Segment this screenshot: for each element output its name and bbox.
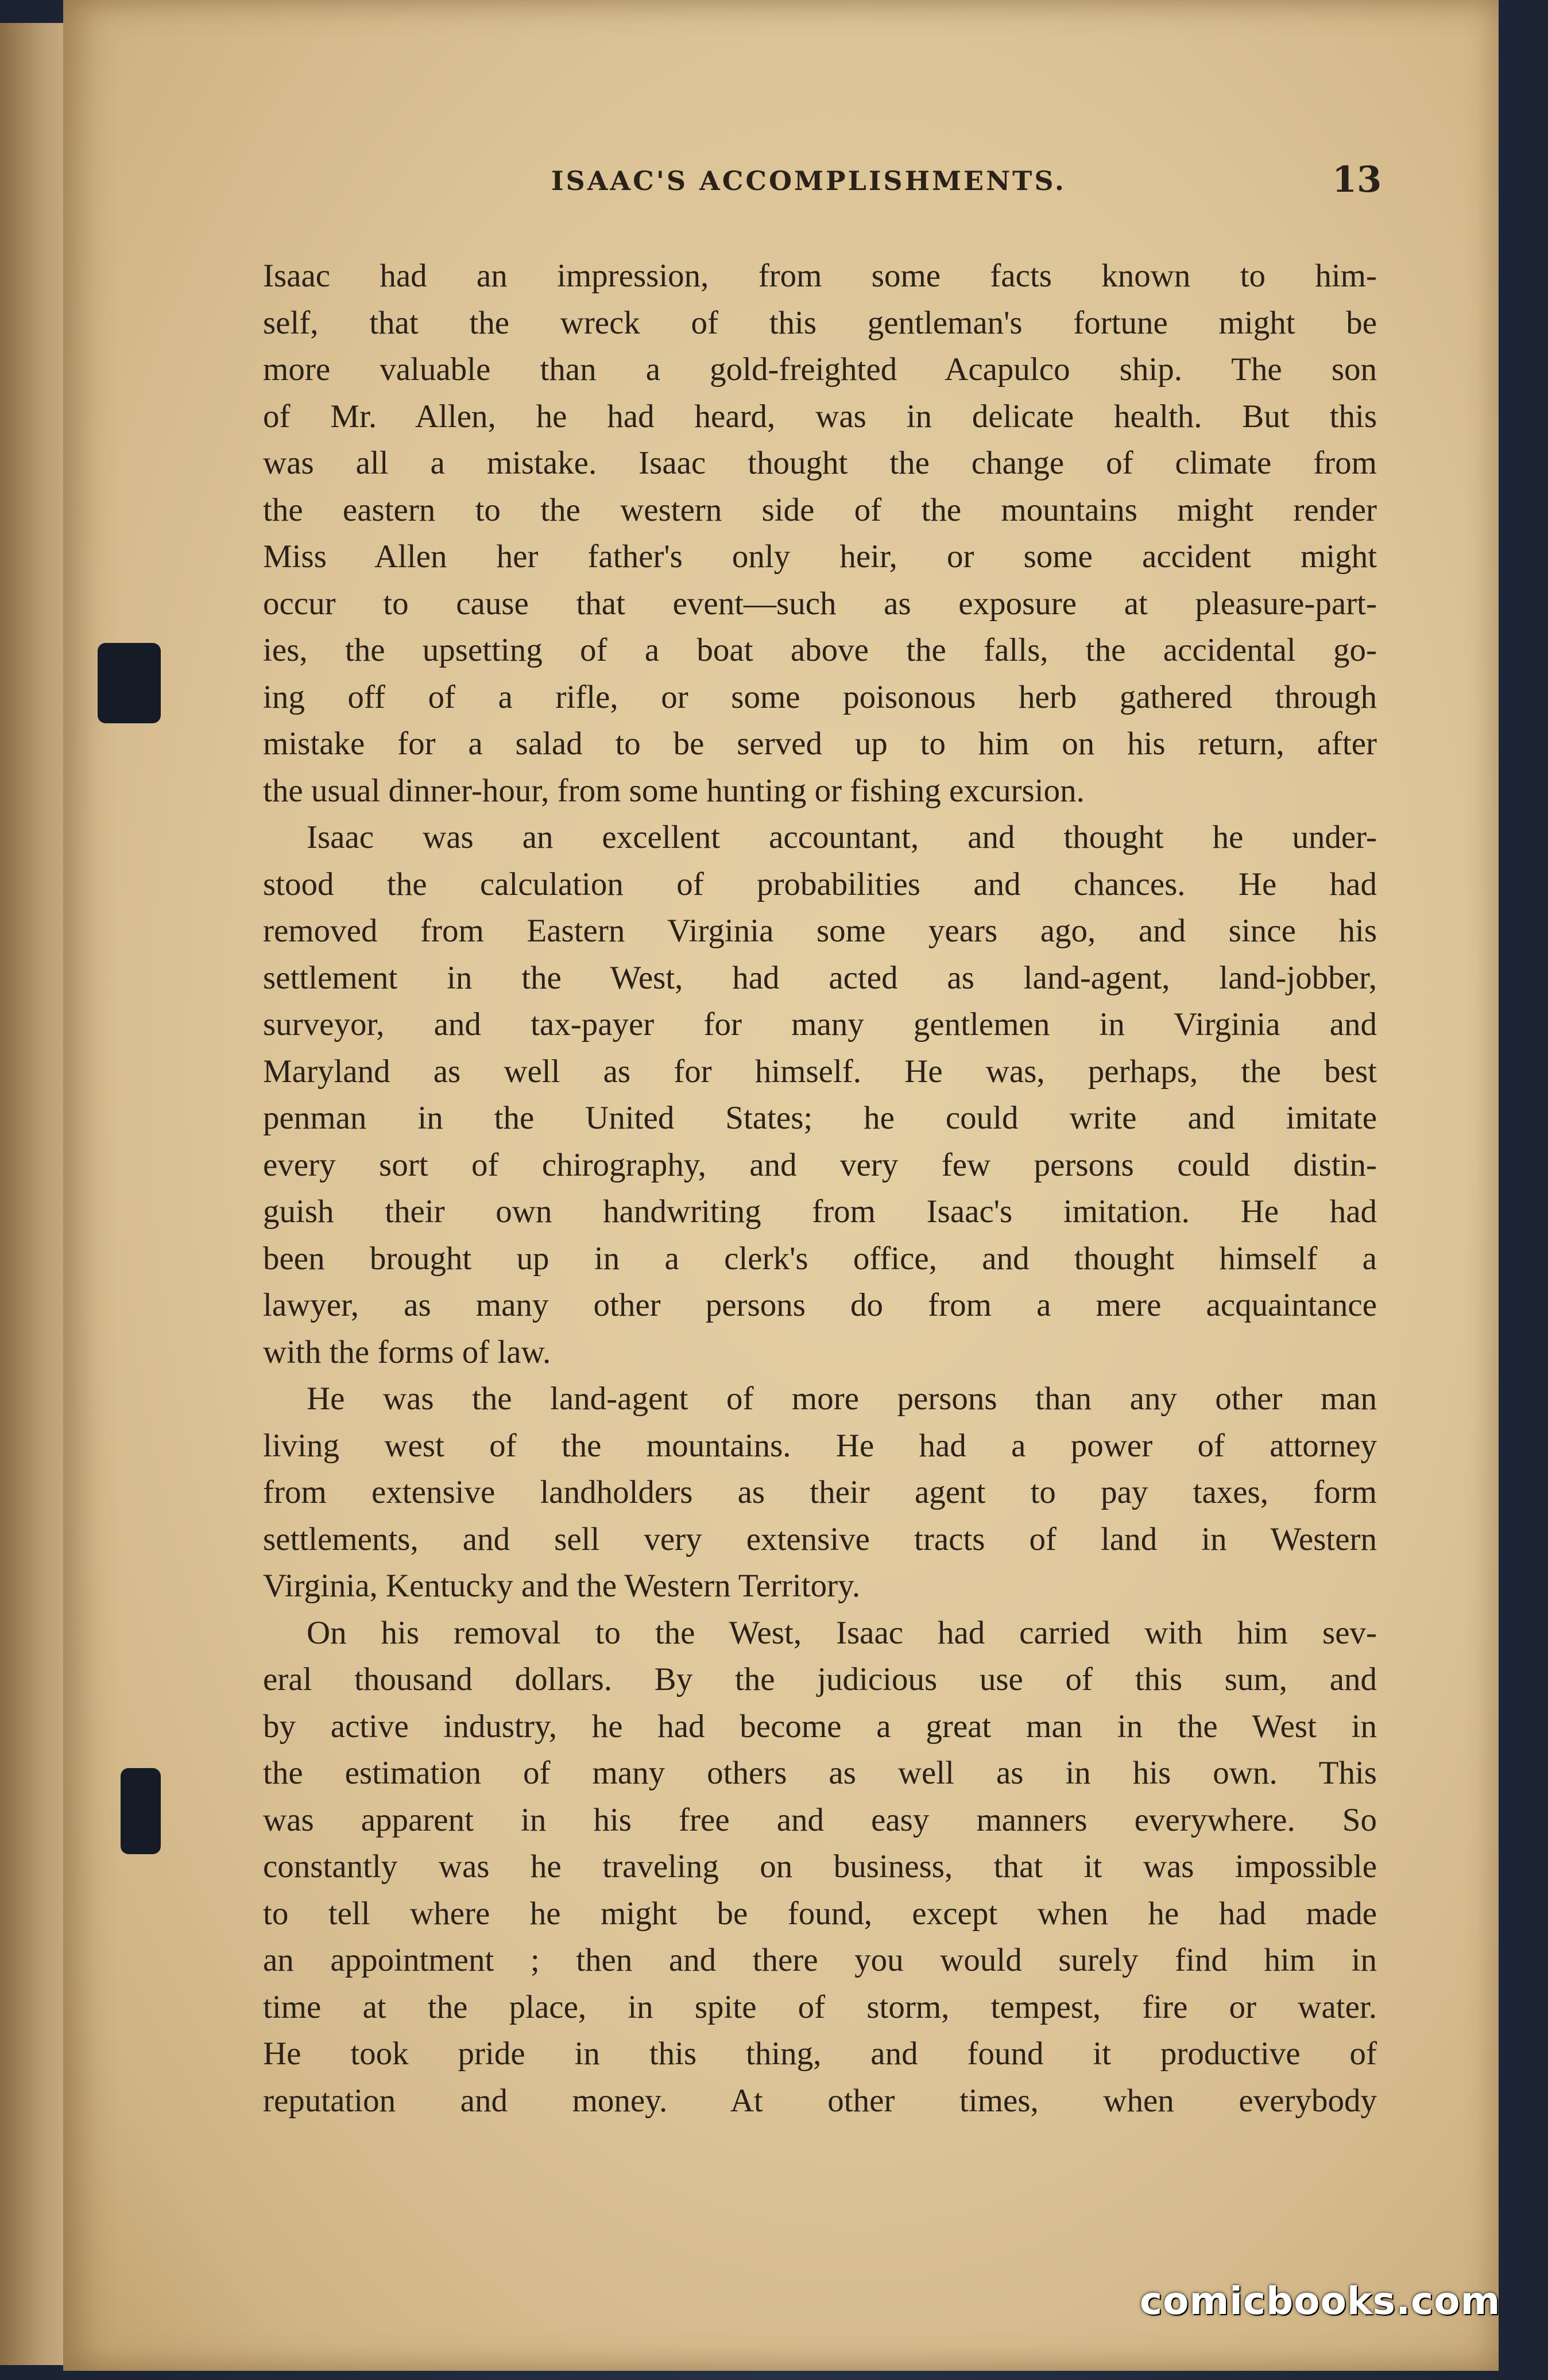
- text-line: settlements, and sell very extensive tracts of land in Western: [263, 1521, 1377, 1557]
- site-watermark: comicbooks.com: [1140, 2279, 1501, 2323]
- text-line: removed from Eastern Virginia some years ago, and since his: [263, 913, 1377, 949]
- text-line: every sort of chirography, and very few persons could distin-: [263, 1146, 1377, 1183]
- text-line: was all a mistake. Isaac thought the change of climate from: [263, 445, 1377, 481]
- text-line: Isaac had an impression, from some facts known to him-: [263, 258, 1377, 294]
- text-line: was apparent in his free and easy manners everywhere. So: [263, 1801, 1377, 1838]
- text-line: to tell where he might be found, except when he had made: [263, 1895, 1377, 1932]
- text-line: with the forms of law.: [263, 1334, 551, 1370]
- text-line: living west of the mountains. He had a power of attorney: [263, 1427, 1377, 1464]
- text-line: penman in the United States; he could write and imitate: [263, 1100, 1377, 1136]
- text-line: Maryland as well as for himself. He was, perhaps, the best: [263, 1053, 1377, 1090]
- text-line: an appointment ; then and there you would surely find him in: [263, 1942, 1377, 1978]
- text-line: eral thousand dollars. By the judicious use of this sum, and: [263, 1661, 1377, 1697]
- text-line: On his removal to the West, Isaac had carried with him sev-: [307, 1614, 1377, 1651]
- text-line: surveyor, and tax-payer for many gentlemen in Virginia and: [263, 1006, 1377, 1042]
- text-line: lawyer, as many other persons do from a mere acquaintance: [263, 1287, 1377, 1323]
- running-head: ISAAC'S ACCOMPLISHMENTS.: [551, 165, 1066, 196]
- text-line: He was the land-agent of more persons than any other man: [307, 1381, 1377, 1417]
- binding-hole-top: [98, 643, 161, 723]
- text-line: settlement in the West, had acted as land-agent, land-jobber,: [263, 959, 1377, 996]
- text-line: constantly was he traveling on business, that it was impossible: [263, 1848, 1377, 1885]
- text-line: the eastern to the western side of the mountains might render: [263, 491, 1377, 528]
- page-number: 13: [1332, 158, 1382, 200]
- text-line: Miss Allen her father's only heir, or some accident might: [263, 538, 1377, 575]
- text-line: time at the place, in spite of storm, tempest, fire or water.: [263, 1988, 1377, 2025]
- text-line: of Mr. Allen, he had heard, was in delicate health. But this: [263, 398, 1377, 435]
- text-line: mistake for a salad to be served up to him on his return, after: [263, 726, 1377, 762]
- text-line: self, that the wreck of this gentleman's fortune might be: [263, 304, 1377, 341]
- text-line: reputation and money. At other times, when everybody: [263, 2082, 1377, 2119]
- binding-hole-bottom: [121, 1768, 161, 1854]
- text-line: by active industry, he had become a great man in the West in: [263, 1708, 1377, 1745]
- text-line: the estimation of many others as well as in his own. This: [263, 1755, 1377, 1791]
- body-text: [263, 253, 1377, 2124]
- facing-page-edge: [0, 23, 69, 2365]
- text-line: from extensive landholders as their agent to pay taxes, form: [263, 1474, 1377, 1510]
- text-line: ing off of a rifle, or some poisonous herb gathered through: [263, 679, 1377, 715]
- text-line: occur to cause that event—such as exposure at pleasure-part-: [263, 585, 1377, 622]
- text-line: been brought up in a clerk's office, and thought himself a: [263, 1240, 1377, 1277]
- text-line: stood the calculation of probabilities and chances. He had: [263, 866, 1377, 902]
- text-line: Virginia, Kentucky and the Western Territory.: [263, 1568, 861, 1604]
- text-line: ies, the upsetting of a boat above the falls, the accidental go-: [263, 632, 1377, 668]
- text-line: He took pride in this thing, and found it productive of: [263, 2036, 1377, 2072]
- text-line: guish their own handwriting from Isaac's imitation. He had: [263, 1193, 1377, 1230]
- text-line: Isaac was an excellent accountant, and thought he under-: [307, 819, 1377, 855]
- text-line: the usual dinner-hour, from some hunting or fishing excursion.: [263, 772, 1085, 809]
- text-line: more valuable than a gold-freighted Acapulco ship. The son: [263, 351, 1377, 387]
